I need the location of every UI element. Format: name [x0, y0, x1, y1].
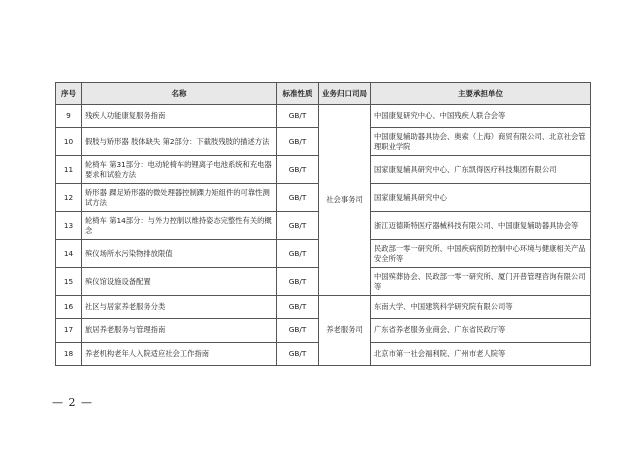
- row-org: 中国康复辅助器具协会、奥索（上海）商贸有限公司、北京社会管理职业学院: [371, 128, 591, 156]
- row-name: 残疾人功能康复服务指南: [82, 105, 277, 128]
- header-name: 名称: [82, 83, 277, 105]
- header-num: 序号: [56, 83, 82, 105]
- row-org: 民政部一零一研究所、中国疾病预防控制中心环境与健康相关产品安全所等: [371, 240, 591, 268]
- row-org: 东南大学、中国建筑科学研究院有限公司等: [371, 296, 591, 319]
- row-num: 13: [56, 212, 82, 240]
- row-num: 9: [56, 105, 82, 128]
- table-row: [56, 105, 591, 128]
- row-std: GB/T: [277, 184, 319, 212]
- row-num: 10: [56, 128, 82, 156]
- row-std: GB/T: [277, 296, 319, 319]
- row-num: 18: [56, 342, 82, 365]
- row-name: 轮椅车 第31部分：电动轮椅车的锂离子电池系统和充电器 要求和试验方法: [82, 156, 277, 184]
- row-std: GB/T: [277, 319, 319, 342]
- row-org: 浙江迈德斯特医疗器械科技有限公司、中国康复辅助器具协会等: [371, 212, 591, 240]
- row-std: GB/T: [277, 128, 319, 156]
- table-header-row: [56, 83, 591, 105]
- row-num: 11: [56, 156, 82, 184]
- page-number: — 2 —: [52, 396, 93, 409]
- row-std: GB/T: [277, 156, 319, 184]
- row-std: GB/T: [277, 240, 319, 268]
- row-name: 殡仪馆设施设备配置: [82, 268, 277, 296]
- row-name: 殡仪场所水污染物排放限值: [82, 240, 277, 268]
- row-std: GB/T: [277, 212, 319, 240]
- row-num: 16: [56, 296, 82, 319]
- row-org: 中国康复研究中心、中国残疾人联合会等: [371, 105, 591, 128]
- row-name: 旅居养老服务与管理指南: [82, 319, 277, 342]
- row-name: 假肢与矫形器 肢体缺失 第2部分：下截肢残肢的描述方法: [82, 128, 277, 156]
- row-name: 矫形器 踝足矫形器的微处理器控制踝力矩组件的可靠性测试方法: [82, 184, 277, 212]
- row-name: 社区与居家养老服务分类: [82, 296, 277, 319]
- header-org: 主要承担单位: [371, 83, 591, 105]
- row-num: 14: [56, 240, 82, 268]
- header-bureau: 业务归口司局: [319, 83, 371, 105]
- row-std: GB/T: [277, 268, 319, 296]
- standards-table: [55, 82, 591, 366]
- bureau-social: 社会事务司: [319, 105, 371, 296]
- row-org: 国家康复辅具研究中心、广东凯得医疗科技集团有限公司: [371, 156, 591, 184]
- bureau-elderly: 养老服务司: [319, 296, 371, 366]
- row-org: 北京市第一社会福利院、广州市老人院等: [371, 342, 591, 365]
- row-org: 国家康复辅具研究中心: [371, 184, 591, 212]
- row-std: GB/T: [277, 342, 319, 365]
- row-num: 17: [56, 319, 82, 342]
- row-org: 中国殡葬协会、民政部一零一研究所、厦门开普管理咨询有限公司等: [371, 268, 591, 296]
- row-num: 12: [56, 184, 82, 212]
- row-std: GB/T: [277, 105, 319, 128]
- table-row: [56, 296, 591, 319]
- row-name: 轮椅车 第14部分：与外力控制以维持姿态完整性有关的概念: [82, 212, 277, 240]
- row-org: 广东省养老服务业商会、广东省民政厅等: [371, 319, 591, 342]
- row-num: 15: [56, 268, 82, 296]
- header-std: 标准性质: [277, 83, 319, 105]
- row-name: 养老机构老年人入院适应社会工作指南: [82, 342, 277, 365]
